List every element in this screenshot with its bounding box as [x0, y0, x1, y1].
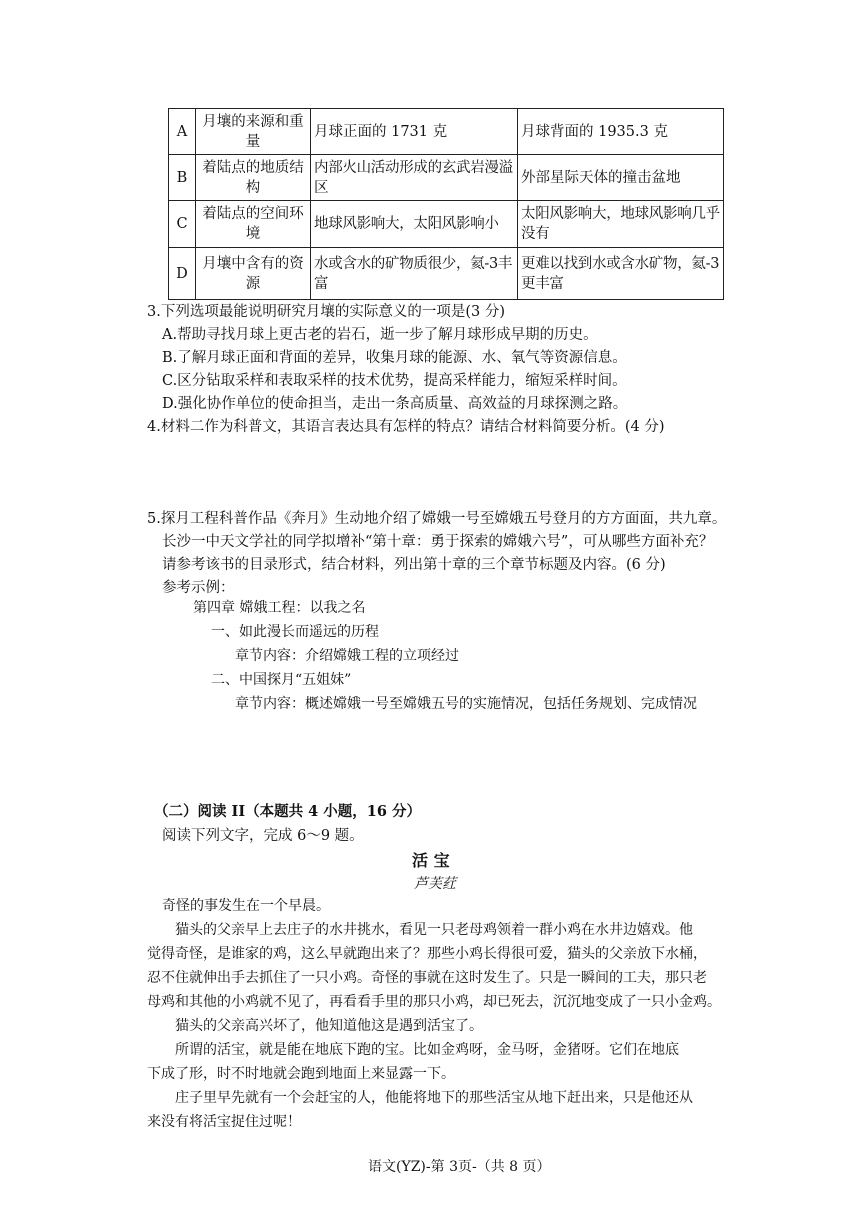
q3-option-b: B.了解月球正面和背面的差异，收集月球的能源、水、氧气等资源信息。 [162, 350, 627, 366]
row-back: 外部星际天体的撞击盆地 [518, 155, 724, 201]
row-back: 太阳风影响大，地球风影响几乎没有 [518, 201, 724, 248]
page-footer: 语文(YZ)-第 3页-（共 8 页） [368, 1159, 551, 1175]
passage-title: 活 宝 [412, 851, 450, 870]
q5-example-label: 参考示例： [162, 580, 235, 596]
q3-stem: 3.下列选项最能说明研究月壤的实际意义的一项是(3 分) [147, 304, 505, 320]
passage-author: 芦芙荭 [414, 876, 456, 892]
q4-stem: 4.材料二作为科普文，其语言表达具有怎样的特点？请结合材料简要分析。(4 分) [147, 419, 665, 435]
q5-line-2: 长沙一中天文学社的同学拟增补“第十章：勇于探索的嫦娥六号”，可从哪些方面补充？ [162, 534, 714, 550]
row-item: 着陆点的地质结构 [196, 155, 311, 201]
row-item: 月壤中含有的资源 [196, 248, 311, 300]
table-row [169, 201, 724, 248]
row-front: 月球正面的 1731 克 [311, 109, 518, 155]
row-front: 水或含水的矿物质很少，氦-3丰富 [311, 248, 518, 300]
table-row [169, 109, 724, 155]
section-heading: （二）阅读 II（本题共 4 小题，16 分） [154, 803, 422, 820]
example-sec2-title: 二、中国探月“五姐妹” [211, 672, 352, 688]
row-item: 月壤的来源和重量 [196, 109, 311, 155]
passage-line: 庄子里早先就有一个会赶宝的人，他能将地下的那些活宝从地下赶出来，只是他还从 [175, 1090, 693, 1106]
row-letter: D [169, 248, 196, 300]
row-letter: B [169, 155, 196, 201]
q5-line-3: 请参考该书的目录形式，结合材料，列出第十章的三个章节标题及内容。(6 分) [162, 557, 666, 573]
passage-paragraph: 奇怪的事发生在一个早晨。 [162, 898, 330, 914]
row-front: 内部火山活动形成的玄武岩漫溢区 [311, 155, 518, 201]
passage-paragraph: 猫头的父亲高兴坏了，他知道他这是遇到活宝了。 [175, 1018, 483, 1034]
q5-line-1: 5.探月工程科普作品《奔月》生动地介绍了嫦娥一号至嫦娥五号登月的方方面面，共九章。 [147, 511, 727, 527]
reading-instruction: 阅读下列文字，完成 6～9 题。 [162, 828, 364, 844]
table-row [169, 248, 724, 300]
example-sec1-title: 一、如此漫长而遥远的历程 [211, 624, 379, 640]
row-back: 更难以找到水或含水矿物，氦-3 更丰富 [518, 248, 724, 300]
example-sec1-content: 章节内容：介绍嫦娥工程的立项经过 [235, 648, 459, 664]
table-row [169, 155, 724, 201]
q3-option-c: C.区分钻取采样和表取采样的技术优势，提高采样能力，缩短采样时间。 [162, 373, 627, 389]
row-letter: C [169, 201, 196, 248]
row-front: 地球风影响大，太阳风影响小 [311, 201, 518, 248]
passage-line: 母鸡和其他的小鸡就不见了，再看看手里的那只小鸡，却已死去，沉沉地变成了一只小金鸡。 [147, 994, 721, 1010]
row-letter: A [169, 109, 196, 155]
passage-line: 忍不住就伸出手去抓住了一只小鸡。奇怪的事就在这时发生了。只是一瞬间的工夫，那只老 [147, 970, 707, 986]
comparison-table [168, 108, 724, 300]
example-sec2-content: 章节内容：概述嫦娥一号至嫦娥五号的实施情况，包括任务规划、完成情况 [235, 696, 697, 712]
passage-line: 来没有将活宝捉住过呢！ [147, 1114, 301, 1130]
q3-option-a: A.帮助寻找月球上更古老的岩石，逝一步了解月球形成早期的历史。 [162, 327, 598, 343]
example-chapter: 第四章 嫦娥工程：以我之名 [193, 600, 366, 616]
row-back: 月球背面的 1935.3 克 [518, 109, 724, 155]
q3-option-d: D.强化协作单位的使命担当，走出一条高质量、高效益的月球探测之路。 [162, 396, 628, 412]
passage-line: 下成了形，时不时地就会跑到地面上来显露一下。 [147, 1066, 455, 1082]
row-item: 着陆点的空间环境 [196, 201, 311, 248]
passage-line: 猫头的父亲早上去庄子的水井挑水，看见一只老母鸡领着一群小鸡在水井边嬉戏。他 [175, 922, 693, 938]
passage-line: 觉得奇怪，是谁家的鸡，这么早就跑出来了？那些小鸡长得很可爱，猫头的父亲放下水桶， [147, 946, 707, 962]
passage-line: 所谓的活宝，就是能在地底下跑的宝。比如金鸡呀，金马呀，金猪呀。它们在地底 [175, 1042, 679, 1058]
